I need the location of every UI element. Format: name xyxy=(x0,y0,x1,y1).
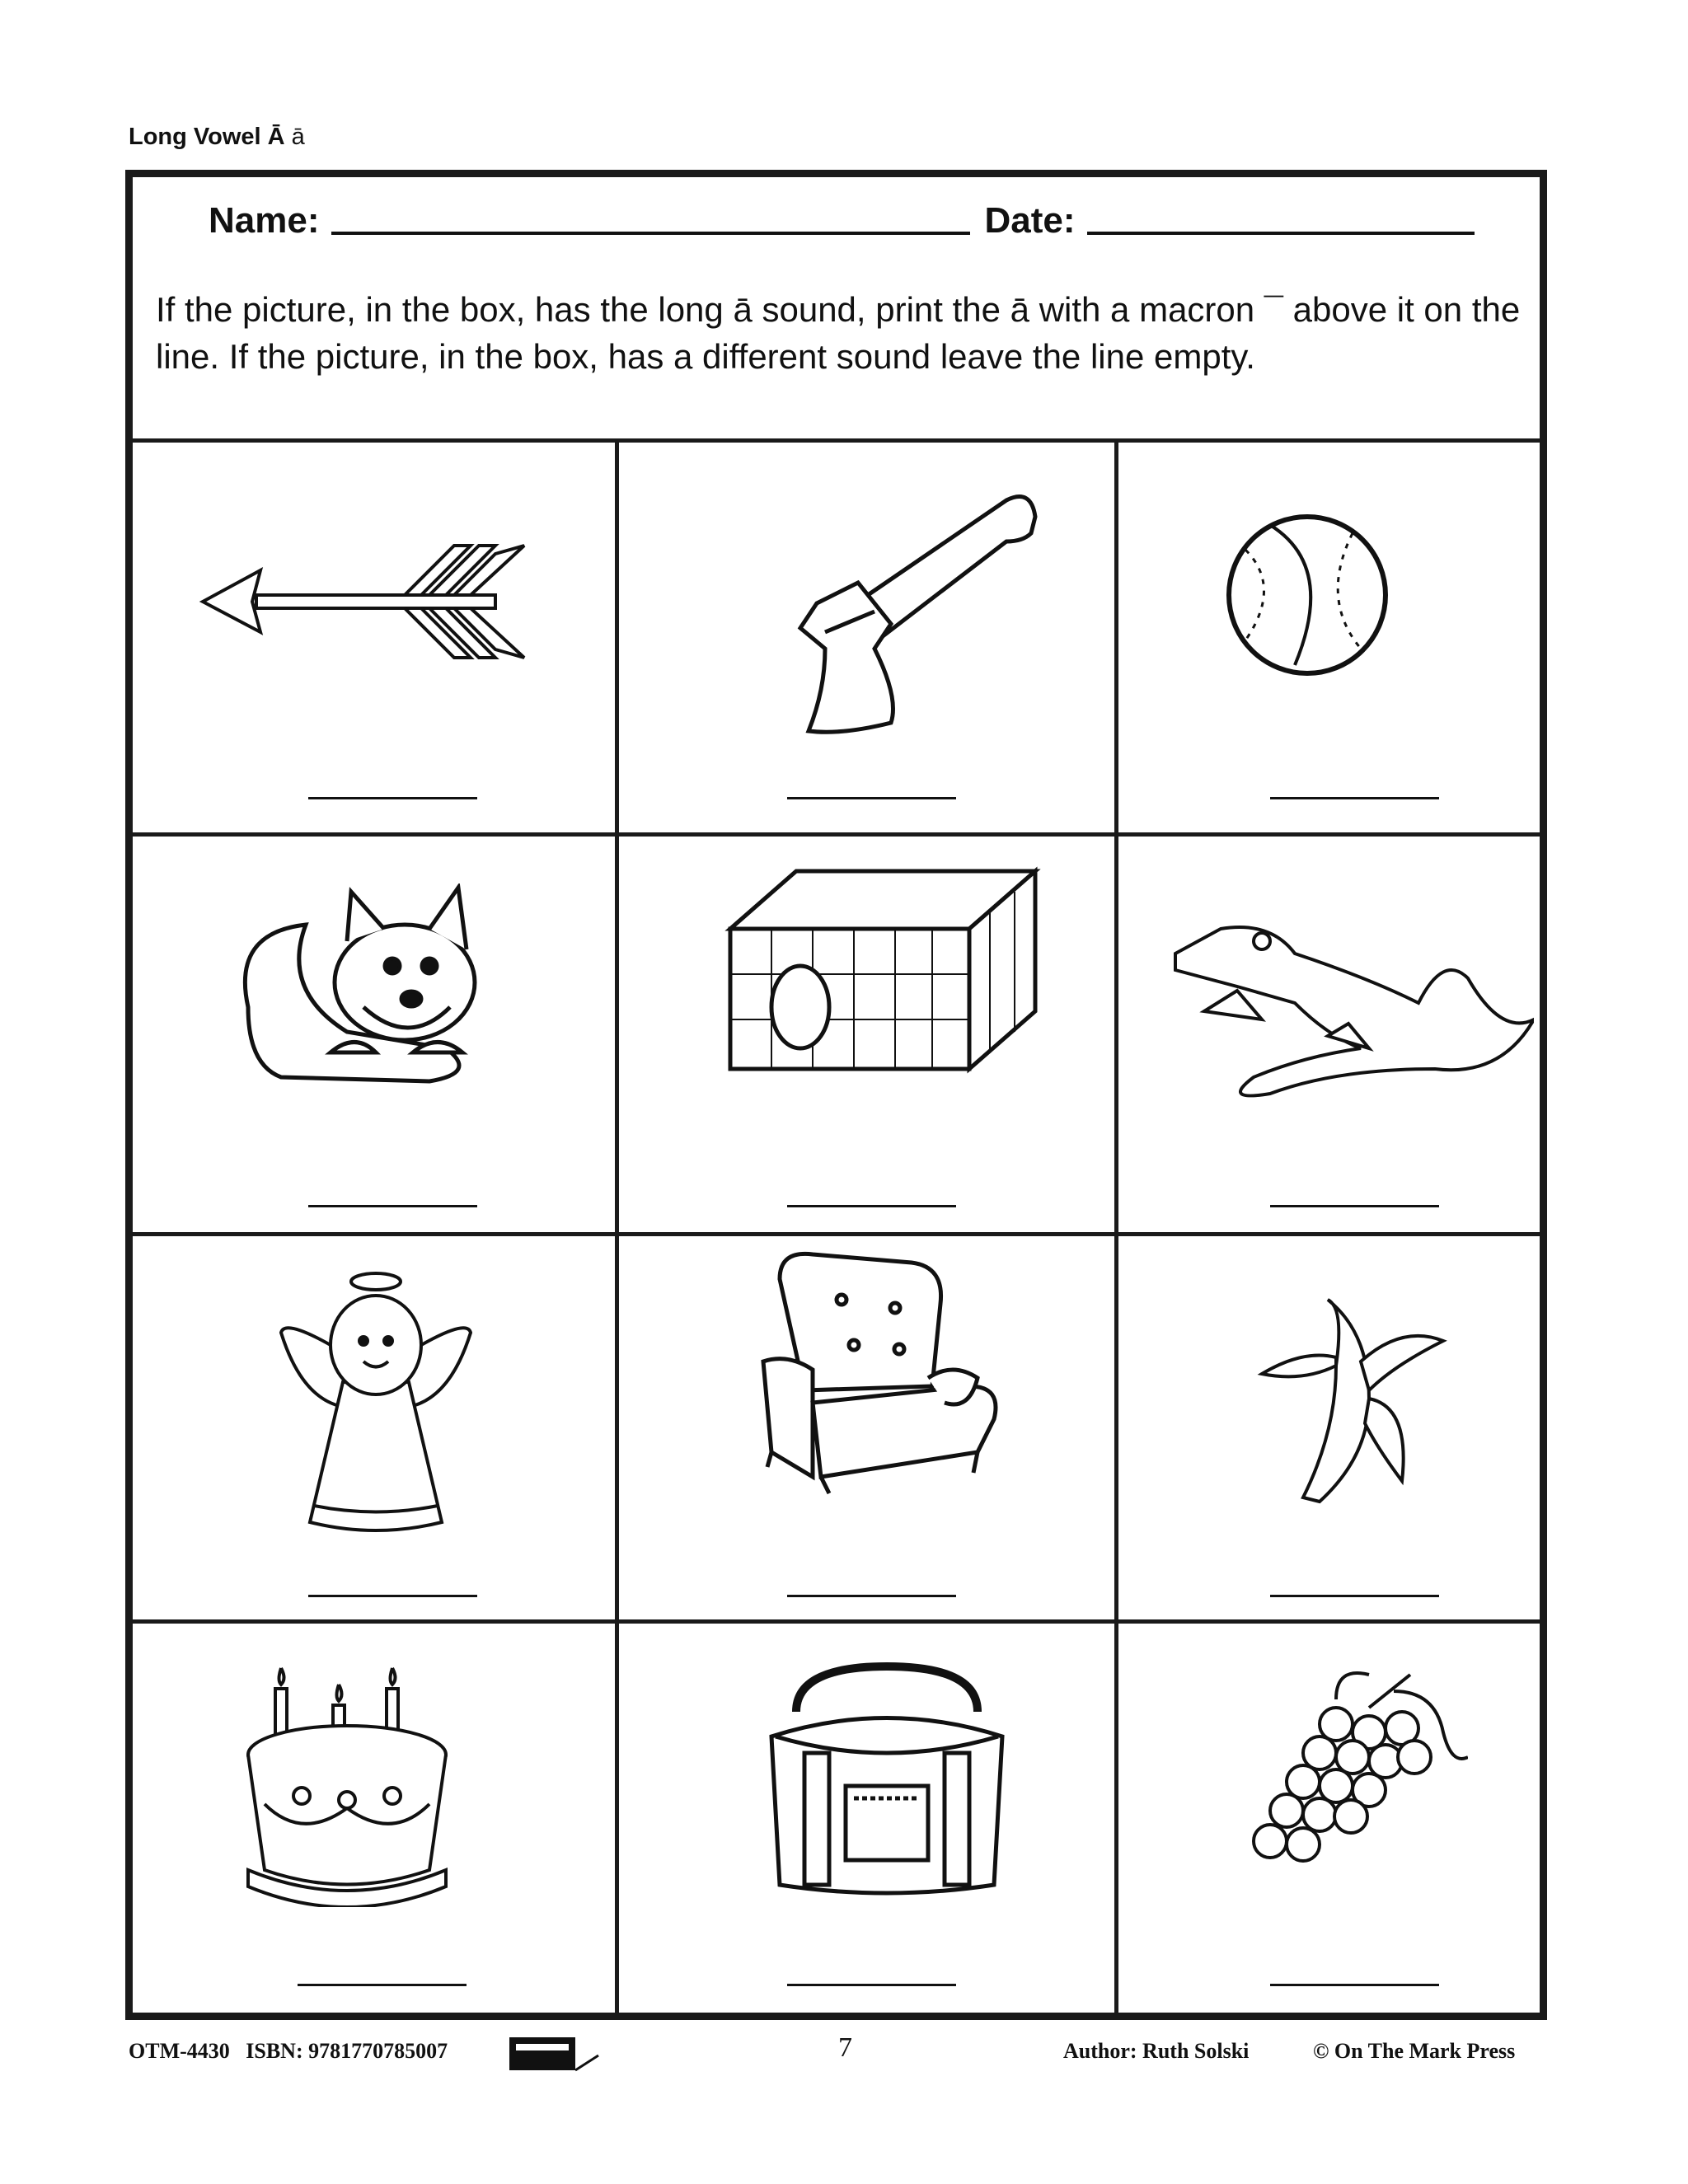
answer-line[interactable] xyxy=(308,1595,477,1597)
cake-icon xyxy=(236,1664,458,1907)
banana-icon xyxy=(1254,1283,1451,1514)
answer-line[interactable] xyxy=(787,1205,956,1207)
worksheet-topic: Long Vowel Ā ā xyxy=(129,124,305,150)
answer-line[interactable] xyxy=(787,1984,956,1986)
armchair-icon xyxy=(755,1246,1010,1510)
page-number: 7 xyxy=(838,2032,852,2063)
publisher-logo-icon xyxy=(508,2032,603,2074)
baseball-icon xyxy=(1221,509,1394,682)
arrow-icon xyxy=(199,529,545,686)
date-label: Date: xyxy=(984,200,1076,241)
answer-line[interactable] xyxy=(1270,797,1439,799)
bag-icon xyxy=(763,1662,1010,1901)
grid-divider xyxy=(615,443,619,2013)
answer-line[interactable] xyxy=(308,1205,477,1207)
grid-divider xyxy=(133,832,1540,837)
footer-copyright: © On The Mark Press xyxy=(1313,2039,1516,2063)
cat-icon xyxy=(232,883,504,1090)
answer-line[interactable] xyxy=(308,797,477,799)
footer-author: Author: Ruth Solski xyxy=(1063,2039,1250,2063)
angel-icon xyxy=(277,1267,475,1539)
grapes-icon xyxy=(1245,1658,1468,1881)
alligator-icon xyxy=(1171,904,1534,1110)
name-label: Name: xyxy=(209,200,320,241)
axe-icon xyxy=(759,484,1056,756)
answer-line[interactable] xyxy=(1270,1595,1439,1597)
answer-line[interactable] xyxy=(1270,1984,1439,1986)
answer-line[interactable] xyxy=(298,1984,467,1986)
instructions-text: If the picture, in the box, has the long ā sound, print the ā with a macron ¯ above it on the line. If the picture, in the box, has a different sound leave the line empty. xyxy=(156,290,1521,376)
instructions-panel xyxy=(133,177,1540,443)
answer-line[interactable] xyxy=(1270,1205,1439,1207)
cage-icon xyxy=(722,863,1043,1077)
footer-code: OTM-4430 ISBN: 9781770785007 xyxy=(129,2039,448,2063)
answer-line[interactable] xyxy=(787,797,956,799)
grid-divider xyxy=(1114,443,1118,2013)
name-field[interactable] xyxy=(331,225,970,235)
picture-grid xyxy=(133,443,1540,2013)
name-date-row xyxy=(209,200,1489,241)
grid-divider xyxy=(133,1232,1540,1236)
worksheet-frame xyxy=(125,170,1547,2020)
date-field[interactable] xyxy=(1087,225,1475,235)
answer-line[interactable] xyxy=(787,1595,956,1597)
grid-divider xyxy=(133,1619,1540,1624)
